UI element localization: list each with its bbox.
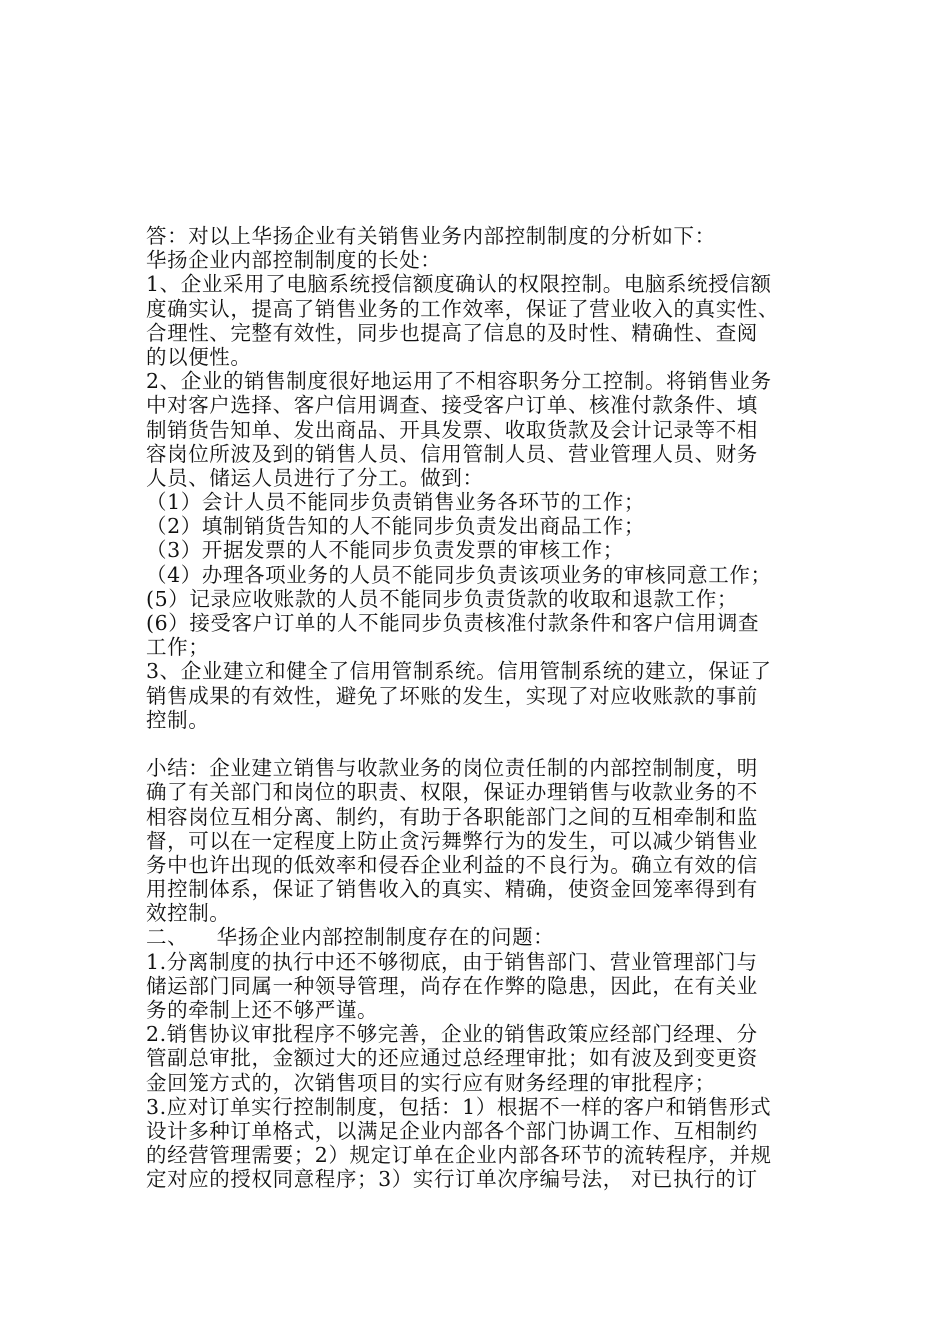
text-line: 华扬企业内部控制制度的长处： — [146, 248, 442, 273]
text-line: 3、企业建立和健全了信用管制系统。信用管制系统的建立，保证了 — [146, 659, 772, 684]
text-line: 金回笼方式的，次销售项目的实行应有财务经理的审批程序； — [146, 1070, 716, 1095]
text-line: 务的牵制上还不够严谨。 — [146, 998, 379, 1022]
text-line: 确了有关部门和岗位的职责、权限，保证办理销售与收款业务的不 — [146, 780, 758, 805]
text-line: 1.分离制度的执行中还不够彻底，由于销售部门、营业管理部门与 — [146, 949, 758, 974]
text-line: 储运部门同属一种领导管理，尚存在作弊的隐患，因此，在有关业 — [146, 973, 758, 998]
text-line: 二、 华扬企业内部控制制度存在的问题： — [146, 925, 555, 950]
text-line: 1、企业采用了电脑系统授信额度确认的权限控制。电脑系统授信额 — [146, 272, 772, 297]
text-line: 相容岗位互相分离、制约，有助于各职能部门之间的互相牵制和监 — [146, 804, 758, 829]
document-body — [146, 224, 822, 1192]
text-line: (5）记录应收账款的人员不能同步负责货款的收取和退款工作； — [146, 586, 738, 611]
text-line: 务中也许出现的低效率和侵吞企业利益的不良行为。确立有效的信 — [146, 852, 758, 877]
text-line: 2、企业的销售制度很好地运用了不相容职务分工控制。将销售业务 — [146, 369, 772, 394]
text-line: 工作； — [146, 635, 210, 660]
text-line: 用控制体系，保证了销售收入的真实、精确，使资金回笼率得到有 — [146, 877, 758, 902]
text-line: （3）开据发票的人不能同步负责发票的审核工作； — [146, 538, 624, 563]
text-line: 控制。 — [146, 707, 210, 732]
text-line: 中对客户选择、客户信用调查、接受客户订单、核准付款条件、填 — [146, 393, 758, 418]
text-line: 2.销售协议审批程序不够完善，企业的销售政策应经部门经理、分 — [146, 1022, 758, 1047]
text-line: 效控制。 — [146, 901, 231, 926]
text-line: 制销货告知单、发出商品、开具发票、收取货款及会计记录等不相 — [146, 417, 758, 442]
text-line: 设计多种订单格式，以满足企业内部各个部门协调工作、互相制约 — [146, 1118, 758, 1143]
text-line: 小结：企业建立销售与收款业务的岗位责任制的内部控制制度，明 — [146, 756, 758, 781]
text-line: （4）办理各项业务的人员不能同步负责该项业务的审核同意工作； — [146, 562, 772, 587]
text-line: 人员、储运人员进行了分工。做到： — [146, 465, 484, 490]
text-line: 的以便性。 — [146, 344, 252, 369]
text-line: 的经营管理需要；2）规定订单在企业内部各环节的流转程序，并规 — [146, 1143, 772, 1168]
text-line: 督，可以在一定程度上防止贪污舞弊行为的发生，可以减少销售业 — [146, 828, 758, 853]
text-line: 定对应的授权同意程序；3）实行订单次序编号法， 对已执行的订 — [146, 1167, 758, 1192]
text-line: （1）会计人员不能同步负责销售业务各环节的工作； — [146, 490, 645, 515]
text-line: 合理性、完整有效性，同步也提高了信息的及时性、精确性、查阅 — [146, 320, 758, 345]
text-line: (6）接受客户订单的人不能同步负责核准付款条件和客户信用调查 — [146, 611, 760, 635]
text-line: 容岗位所波及到的销售人员、信用管制人员、营业管理人员、财务 — [146, 441, 758, 466]
text-line: 3.应对订单实行控制制度，包括：1）根据不一样的客户和销售形式 — [146, 1094, 772, 1119]
text-line: 管副总审批，金额过大的还应通过总经理审批；如有波及到变更资 — [146, 1046, 758, 1071]
text-line: 销售成果的有效性，避免了坏账的发生，实现了对应收账款的事前 — [146, 683, 758, 708]
text-line: 度确实认，提高了销售业务的工作效率，保证了营业收入的真实性、 — [146, 296, 779, 321]
text-line: （2）填制销货告知的人不能同步负责发出商品工作； — [146, 514, 645, 539]
blank-line — [146, 732, 822, 756]
text-line: 答：对以上华扬企业有关销售业务内部控制制度的分析如下： — [146, 224, 716, 248]
